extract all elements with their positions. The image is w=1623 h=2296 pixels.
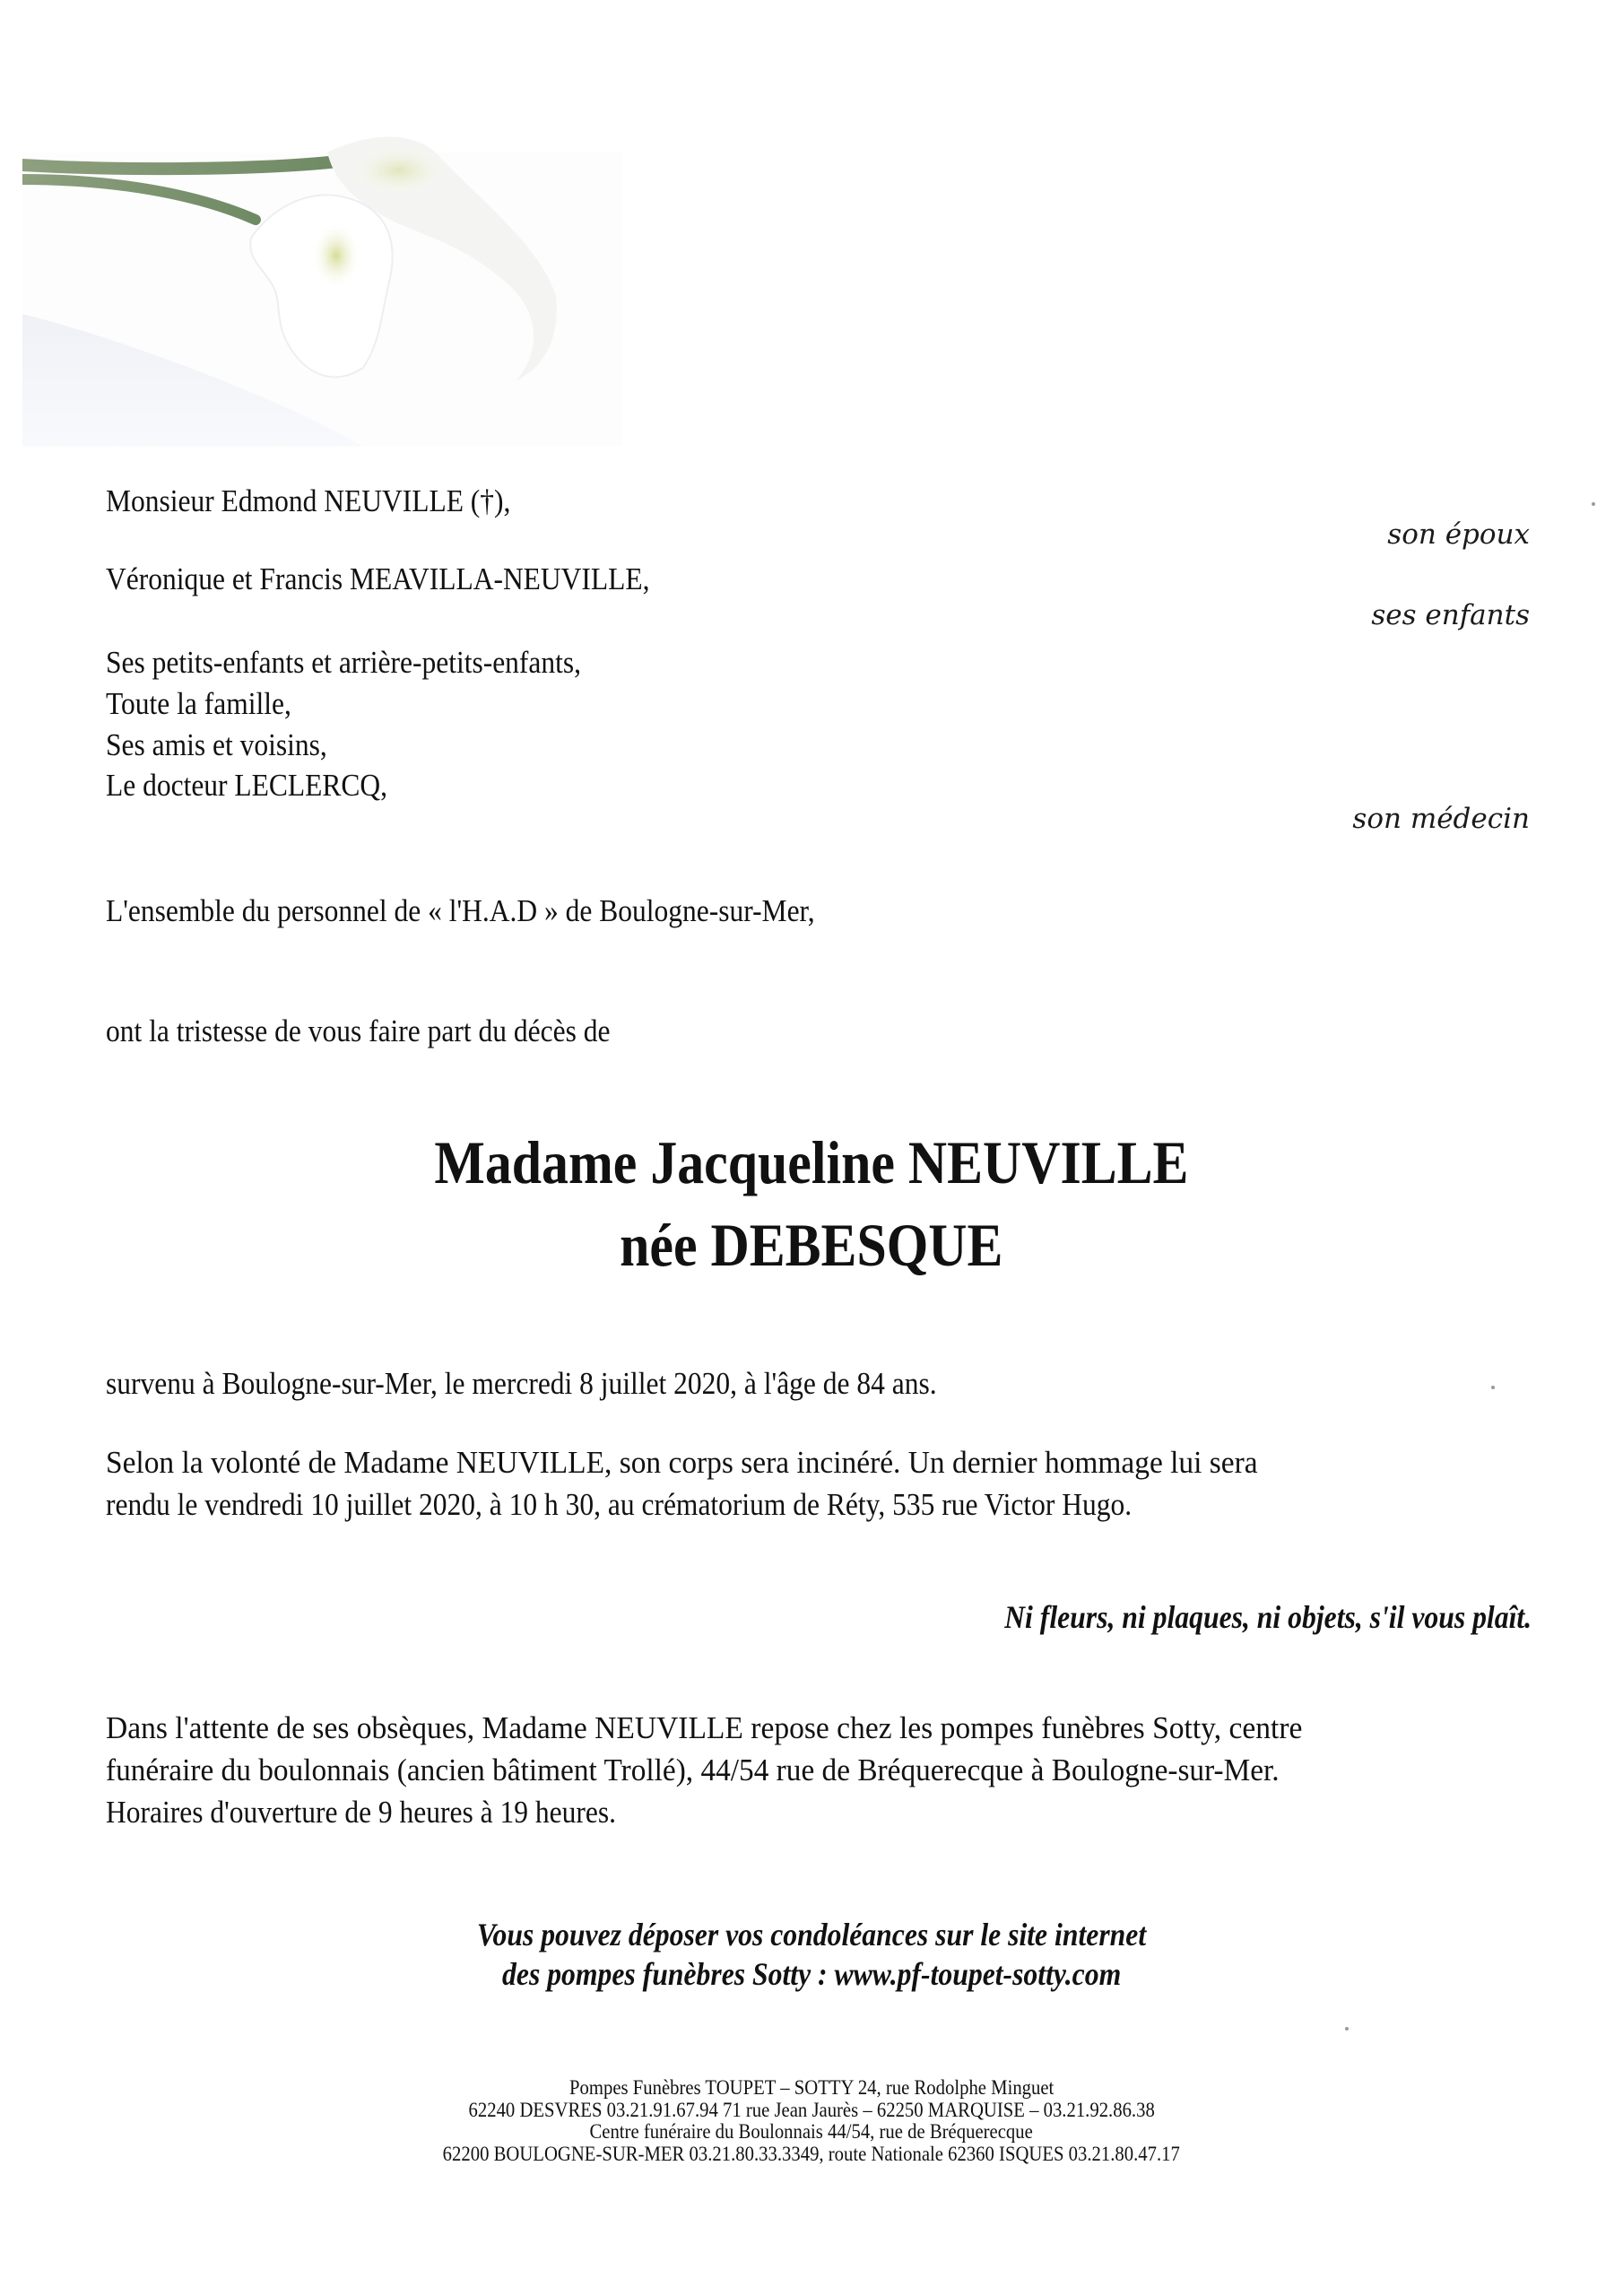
family-line-friends: Ses amis et voisins, [106, 727, 327, 762]
no-flowers-note: Ni fleurs, ni plaques, ni objets, s'il vous plaît. [1004, 1599, 1532, 1635]
ceremony-paragraph [106, 1441, 1623, 1526]
family-line-doctor: Le docteur LECLERCQ, [106, 768, 388, 803]
rest-line-1: Dans l'attente de ses obsèques, Madame NEUVILLE repose chez les pompes funèbres Sotty, centre [106, 1710, 1303, 1745]
rest-line-3: Horaires d'ouverture de 9 heures à 19 heures. [106, 1795, 616, 1830]
deceased-maiden-name: née DEBESQUE [620, 1211, 1003, 1279]
footer-line-3: Centre funéraire du Boulonnais 44/54, rue de Bréquerecque [589, 2120, 1034, 2143]
role-children: ses enfants [1371, 599, 1530, 631]
footer-line-2: 62240 DESVRES 03.21.91.67.94 71 rue Jean Jaurès – 62250 MARQUISE – 03.21.92.86.38 [468, 2098, 1155, 2121]
family-line-spouse: Monsieur Edmond NEUVILLE (†), [106, 483, 511, 518]
role-spouse: son époux [1387, 518, 1530, 551]
scan-speck [1491, 1386, 1495, 1389]
footer-line-4: 62200 BOULOGNE-SUR-MER 03.21.80.33.3349, route Nationale 62360 ISQUES 03.21.80.47.17 [442, 2142, 1181, 2165]
rest-line-2: funéraire du boulonnais (ancien bâtiment Trollé), 44/54 rue de Bréquerecque à Boulogne-sur-Mer. [106, 1752, 1280, 1787]
funeral-home-footer [0, 2077, 1623, 2165]
role-doctor: son médecin [1352, 803, 1530, 835]
family-line-had-staff: L'ensemble du personnel de « l'H.A.D » de Boulogne-sur-Mer, [106, 893, 815, 928]
rest-paragraph [106, 1707, 1623, 1833]
calla-lily-image [22, 135, 623, 447]
ceremony-line-1: Selon la volonté de Madame NEUVILLE, son corps sera incinéré. Un dernier hommage lui sera [106, 1445, 1258, 1480]
scan-speck [1345, 2027, 1349, 2031]
family-line-family: Toute la famille, [106, 686, 291, 721]
death-details: survenu à Boulogne-sur-Mer, le mercredi 8 juillet 2020, à l'âge de 84 ans. [106, 1366, 937, 1401]
family-line-grandchildren: Ses petits-enfants et arrière-petits-enfants, [106, 645, 582, 680]
ceremony-line-2: rendu le vendredi 10 juillet 2020, à 10 h 30, au crématorium de Réty, 535 rue Victor Hugo. [106, 1487, 1133, 1522]
family-line-children: Véronique et Francis MEAVILLA-NEUVILLE, [106, 561, 650, 596]
footer-line-1: Pompes Funèbres TOUPET – SOTTY 24, rue Rodolphe Minguet [568, 2076, 1055, 2099]
deceased-name-line1: Madame Jacqueline NEUVILLE [434, 1128, 1189, 1196]
scan-speck [1592, 502, 1595, 506]
deceased-name [0, 1121, 1623, 1286]
announcement-intro: ont la tristesse de vous faire part du décès de [106, 1013, 611, 1048]
condolences-line-1: Vous pouvez déposer vos condoléances sur le site internet [476, 1917, 1147, 1952]
condolences-line-2: des pompes funèbres Sotty : www.pf-toupet-sotty.com [501, 1956, 1122, 1992]
condolences-note [0, 1915, 1623, 1994]
